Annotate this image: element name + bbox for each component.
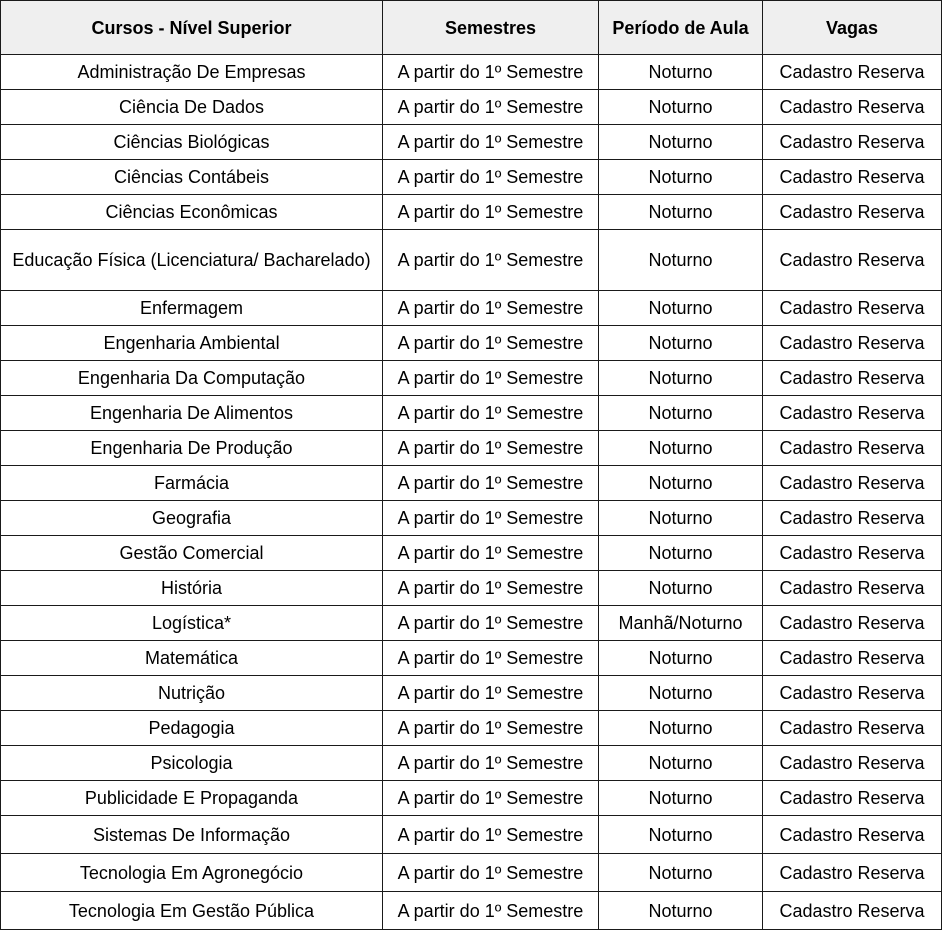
course-name-cell: Ciências Contábeis [1,160,383,195]
course-name-cell: Geografia [1,501,383,536]
vacancy-cell: Cadastro Reserva [763,606,942,641]
period-cell: Manhã/Noturno [599,606,763,641]
semester-cell: A partir do 1º Semestre [383,854,599,892]
course-name-cell: Ciências Econômicas [1,195,383,230]
table-row [1,746,942,781]
semester-cell: A partir do 1º Semestre [383,431,599,466]
semester-cell: A partir do 1º Semestre [383,291,599,326]
course-name-cell: Engenharia De Produção [1,431,383,466]
vacancy-cell: Cadastro Reserva [763,160,942,195]
period-cell: Noturno [599,396,763,431]
course-name-cell: Gestão Comercial [1,536,383,571]
period-cell: Noturno [599,361,763,396]
vacancy-cell: Cadastro Reserva [763,326,942,361]
course-name-cell: Sistemas De Informação [1,816,383,854]
period-cell: Noturno [599,854,763,892]
vacancy-cell: Cadastro Reserva [763,536,942,571]
semester-cell: A partir do 1º Semestre [383,606,599,641]
course-name-cell: Psicologia [1,746,383,781]
semester-cell: A partir do 1º Semestre [383,396,599,431]
period-cell: Noturno [599,431,763,466]
period-cell: Noturno [599,291,763,326]
course-name-cell: Nutrição [1,676,383,711]
table-row [1,501,942,536]
course-name-cell: Farmácia [1,466,383,501]
course-name-cell: Tecnologia Em Agronegócio [1,854,383,892]
table-row [1,431,942,466]
period-cell: Noturno [599,125,763,160]
semester-cell: A partir do 1º Semestre [383,781,599,816]
table-row [1,641,942,676]
vacancy-cell: Cadastro Reserva [763,892,942,930]
period-cell: Noturno [599,501,763,536]
vacancy-cell: Cadastro Reserva [763,195,942,230]
course-name-cell: Ciências Biológicas [1,125,383,160]
period-cell: Noturno [599,641,763,676]
table-row [1,781,942,816]
semester-cell: A partir do 1º Semestre [383,125,599,160]
semester-cell: A partir do 1º Semestre [383,571,599,606]
course-name-cell: Pedagogia [1,711,383,746]
vacancy-cell: Cadastro Reserva [763,230,942,291]
course-name-cell: Engenharia Da Computação [1,361,383,396]
course-name-cell: Tecnologia Em Gestão Pública [1,892,383,930]
vacancy-cell: Cadastro Reserva [763,361,942,396]
table-row [1,195,942,230]
period-cell: Noturno [599,676,763,711]
vacancy-cell: Cadastro Reserva [763,501,942,536]
table-row [1,816,942,854]
semester-cell: A partir do 1º Semestre [383,501,599,536]
period-cell: Noturno [599,195,763,230]
table-row [1,291,942,326]
table-row [1,361,942,396]
period-cell: Noturno [599,466,763,501]
vacancy-cell: Cadastro Reserva [763,816,942,854]
course-name-cell: Logística* [1,606,383,641]
vacancy-cell: Cadastro Reserva [763,396,942,431]
course-name-cell: Engenharia De Alimentos [1,396,383,431]
table-row [1,571,942,606]
table-row [1,230,942,291]
period-cell: Noturno [599,711,763,746]
semester-cell: A partir do 1º Semestre [383,160,599,195]
period-cell: Noturno [599,90,763,125]
header-period: Período de Aula [599,1,763,55]
course-name-cell: História [1,571,383,606]
period-cell: Noturno [599,326,763,361]
period-cell: Noturno [599,571,763,606]
vacancy-cell: Cadastro Reserva [763,125,942,160]
vacancy-cell: Cadastro Reserva [763,90,942,125]
vacancy-cell: Cadastro Reserva [763,746,942,781]
table-row [1,160,942,195]
period-cell: Noturno [599,892,763,930]
semester-cell: A partir do 1º Semestre [383,326,599,361]
table-row [1,606,942,641]
table-row [1,396,942,431]
semester-cell: A partir do 1º Semestre [383,361,599,396]
vacancy-cell: Cadastro Reserva [763,854,942,892]
period-cell: Noturno [599,160,763,195]
course-name-cell: Engenharia Ambiental [1,326,383,361]
header-semesters: Semestres [383,1,599,55]
table-row [1,55,942,90]
vacancy-cell: Cadastro Reserva [763,781,942,816]
course-name-cell: Educação Física (Licenciatura/ Bacharelado) [1,230,383,291]
period-cell: Noturno [599,746,763,781]
semester-cell: A partir do 1º Semestre [383,711,599,746]
semester-cell: A partir do 1º Semestre [383,676,599,711]
course-name-cell: Ciência De Dados [1,90,383,125]
table-row [1,90,942,125]
table-row [1,466,942,501]
period-cell: Noturno [599,230,763,291]
semester-cell: A partir do 1º Semestre [383,230,599,291]
vacancy-cell: Cadastro Reserva [763,55,942,90]
period-cell: Noturno [599,781,763,816]
vacancy-cell: Cadastro Reserva [763,711,942,746]
vacancy-cell: Cadastro Reserva [763,431,942,466]
course-name-cell: Matemática [1,641,383,676]
table-row [1,125,942,160]
semester-cell: A partir do 1º Semestre [383,195,599,230]
course-name-cell: Publicidade E Propaganda [1,781,383,816]
table-row [1,676,942,711]
period-cell: Noturno [599,816,763,854]
table-row [1,892,942,930]
header-vacancies: Vagas [763,1,942,55]
period-cell: Noturno [599,536,763,571]
table-row [1,854,942,892]
vacancy-cell: Cadastro Reserva [763,291,942,326]
vacancy-cell: Cadastro Reserva [763,676,942,711]
course-name-cell: Administração De Empresas [1,55,383,90]
vacancy-cell: Cadastro Reserva [763,641,942,676]
vacancy-cell: Cadastro Reserva [763,571,942,606]
semester-cell: A partir do 1º Semestre [383,641,599,676]
table-row [1,536,942,571]
semester-cell: A partir do 1º Semestre [383,466,599,501]
table-row [1,711,942,746]
period-cell: Noturno [599,55,763,90]
course-name-cell: Enfermagem [1,291,383,326]
table-row [1,326,942,361]
header-row [1,1,942,55]
header-course: Cursos - Nível Superior [1,1,383,55]
semester-cell: A partir do 1º Semestre [383,816,599,854]
semester-cell: A partir do 1º Semestre [383,746,599,781]
semester-cell: A partir do 1º Semestre [383,892,599,930]
vacancy-cell: Cadastro Reserva [763,466,942,501]
semester-cell: A partir do 1º Semestre [383,536,599,571]
semester-cell: A partir do 1º Semestre [383,90,599,125]
semester-cell: A partir do 1º Semestre [383,55,599,90]
